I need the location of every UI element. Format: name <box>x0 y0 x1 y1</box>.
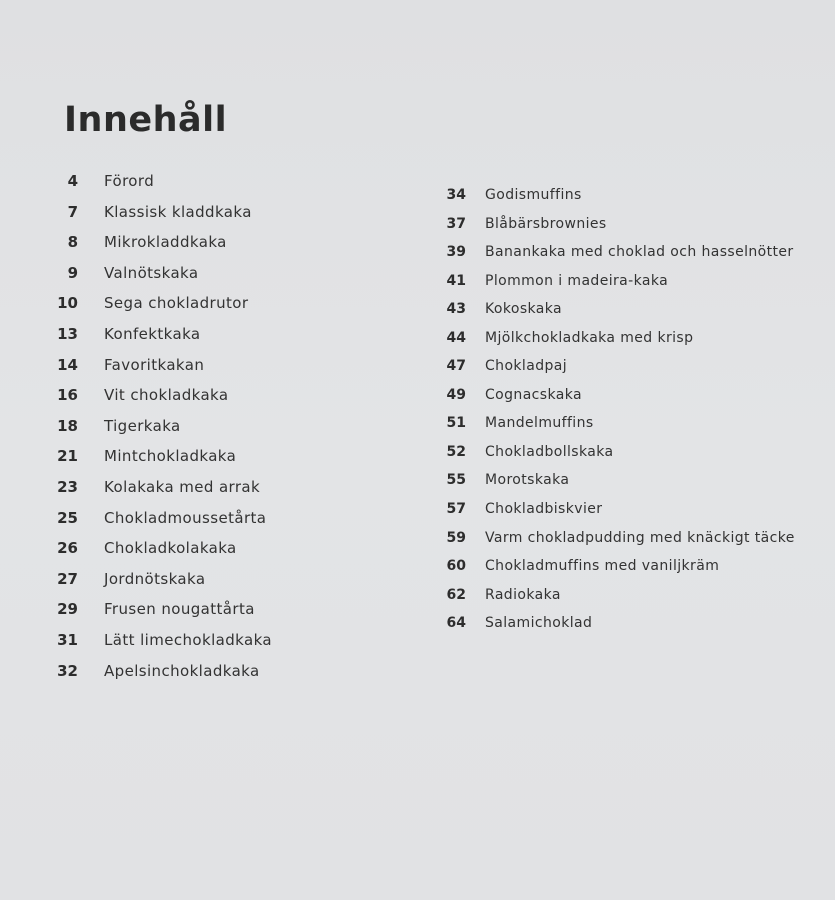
toc-title: Chokladbollskaka <box>485 443 614 460</box>
toc-page-number: 60 <box>446 558 466 575</box>
toc-title: Jordnötskaka <box>104 569 206 588</box>
toc-title: Cognacskaka <box>485 386 582 403</box>
toc-page-number: 64 <box>446 615 466 632</box>
toc-page-number: 49 <box>446 386 466 403</box>
toc-page-number: 25 <box>57 508 78 527</box>
toc-page-number: 43 <box>446 301 466 318</box>
toc-title: Frusen nougattårta <box>104 600 255 619</box>
toc-page-number: 21 <box>57 447 78 466</box>
toc-page-number: 34 <box>446 187 466 203</box>
toc-page-number: 23 <box>57 477 78 496</box>
toc-title: Salamichoklad <box>485 615 593 632</box>
toc-title: Chokladmuffins med vaniljkräm <box>485 558 720 575</box>
toc-page-number: 57 <box>446 501 466 518</box>
toc-title: Chokladmoussetårta <box>104 508 267 527</box>
toc-title: Blåbärsbrownies <box>485 215 607 232</box>
toc-page-number: 41 <box>446 272 466 289</box>
page-title: Innehåll <box>64 100 228 140</box>
toc-title: Valnötskaka <box>104 263 199 282</box>
toc-title: Kolakaka med arrak <box>104 477 261 496</box>
toc-title: Chokladpaj <box>485 358 568 375</box>
toc-page-number: 4 <box>67 172 78 190</box>
toc-title: Mandelmuffins <box>485 415 594 432</box>
toc-title: Radiokaka <box>485 586 561 603</box>
toc-title: Kokoskaka <box>485 301 562 318</box>
toc-page-number: 13 <box>57 324 78 343</box>
toc-page-number: 51 <box>446 415 466 432</box>
toc-title: Vit chokladkaka <box>104 386 229 405</box>
toc-title: Tigerkaka <box>104 416 181 435</box>
toc-title: Förord <box>104 172 155 190</box>
toc-page-number: 39 <box>446 244 466 261</box>
toc-title: Morotskaka <box>485 472 570 489</box>
toc-title: Plommon i madeira-kaka <box>485 272 669 289</box>
toc-title: Apelsinchokladkaka <box>104 661 260 680</box>
toc-page-number: 16 <box>57 386 78 405</box>
toc-page-number: 7 <box>67 202 78 221</box>
toc-title: Favoritkakan <box>104 355 205 374</box>
toc-page-number: 14 <box>57 355 78 374</box>
toc-title: Banankaka med choklad och hasselnötter <box>485 244 794 261</box>
toc-title: Mikrokladdkaka <box>104 233 227 252</box>
toc-title: Varm chokladpudding med knäckigt täcke <box>485 529 795 546</box>
toc-title: Klassisk kladdkaka <box>104 202 252 221</box>
toc-page-number: 55 <box>446 472 466 489</box>
toc-page-number: 26 <box>57 539 78 558</box>
toc-title: Chokladbiskvier <box>485 501 603 518</box>
toc-title: Chokladkolakaka <box>104 539 237 558</box>
toc-page-number: 8 <box>67 233 78 252</box>
toc-title: Sega chokladrutor <box>104 294 249 313</box>
toc-page-number: 31 <box>57 630 78 649</box>
toc-page-number: 32 <box>57 661 78 680</box>
toc-page-number: 29 <box>57 600 78 619</box>
toc-page-number: 44 <box>446 329 466 346</box>
toc-page-number: 52 <box>446 443 466 460</box>
toc-title: Lätt limechokladkaka <box>104 630 272 649</box>
toc-page-number: 18 <box>57 416 78 435</box>
toc-title: Mjölkchokladkaka med krisp <box>485 329 694 346</box>
toc-page-number: 10 <box>57 294 78 313</box>
toc-title: Konfektkaka <box>104 324 201 343</box>
toc-page-number: 37 <box>446 215 466 232</box>
toc-page-number: 9 <box>67 263 78 282</box>
toc-page-number: 27 <box>57 569 78 588</box>
toc-page-number: 47 <box>446 358 466 375</box>
toc-page-number: 62 <box>446 586 466 603</box>
toc-page-number: 59 <box>446 529 466 546</box>
toc-title: Godismuffins <box>485 187 582 203</box>
toc-title: Mintchokladkaka <box>104 447 237 466</box>
